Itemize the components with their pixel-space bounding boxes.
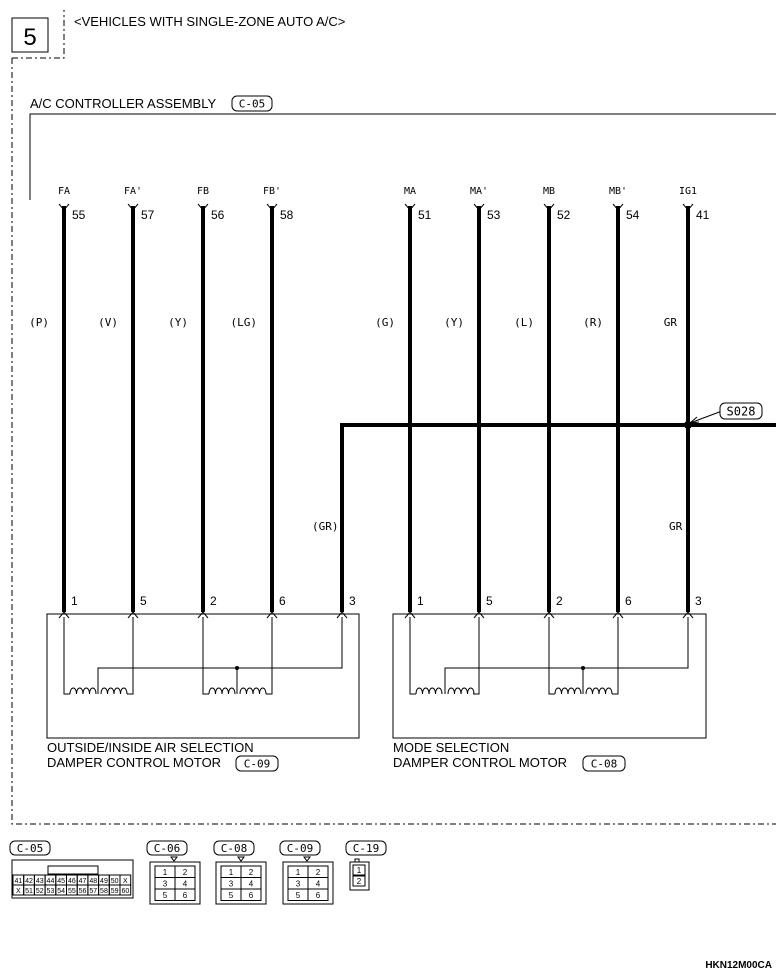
svg-text:3: 3 <box>295 879 301 889</box>
wire-color: (Y) <box>444 316 464 329</box>
svg-text:2: 2 <box>182 868 188 877</box>
svg-text:56: 56 <box>78 888 87 895</box>
svg-text:4: 4 <box>182 879 188 889</box>
svg-text:43: 43 <box>35 878 44 885</box>
legend-c05-label: C-05 <box>16 842 44 855</box>
coil <box>416 688 442 694</box>
splice-label: S028 <box>726 404 756 419</box>
svg-text:6: 6 <box>315 891 321 900</box>
svg-text:3: 3 <box>695 594 702 608</box>
motor2-junction <box>581 666 585 670</box>
wire-color: (R) <box>583 316 603 329</box>
coil <box>555 688 581 694</box>
svg-text:54: 54 <box>57 888 66 895</box>
controller-connector-label: C-05 <box>238 97 266 111</box>
svg-text:5: 5 <box>295 891 301 900</box>
terminal-pin: 53 <box>487 208 501 222</box>
svg-text:59: 59 <box>110 888 119 895</box>
motor2-title: MODE SELECTION <box>393 740 510 755</box>
coil <box>448 688 474 694</box>
figure-code: HKN12M00CA <box>705 960 772 971</box>
svg-text:X: X <box>123 878 128 885</box>
terminal-group <box>29 186 710 612</box>
legend-c06-label: C-06 <box>153 842 181 855</box>
terminal-5 <box>375 186 432 612</box>
svg-text:2: 2 <box>356 877 362 886</box>
svg-text:1: 1 <box>71 594 78 608</box>
motor1-junction <box>235 666 239 670</box>
controller-label: A/C CONTROLLER ASSEMBLY <box>30 96 217 111</box>
svg-text:5: 5 <box>228 891 234 900</box>
terminal-8 <box>583 186 640 612</box>
svg-text:60: 60 <box>121 888 130 895</box>
svg-text:49: 49 <box>100 878 108 885</box>
motor1-title: OUTSIDE/INSIDE AIR SELECTION <box>47 740 254 755</box>
frame-border <box>12 58 776 824</box>
svg-text:50: 50 <box>110 878 119 885</box>
wire-color: (LG) <box>230 316 257 329</box>
terminal-signal: MB' <box>608 186 628 197</box>
terminal-pin: 52 <box>557 208 571 222</box>
motor2-circuit <box>410 617 688 694</box>
terminal-4 <box>231 186 294 612</box>
gr-lower-right-color: GR <box>669 520 683 533</box>
svg-text:53: 53 <box>46 888 55 895</box>
legend-c05 <box>10 841 133 898</box>
wire-color: (L) <box>514 316 534 329</box>
terminal-signal: MA' <box>469 186 489 197</box>
svg-text:45: 45 <box>57 878 66 885</box>
page-number: 5 <box>23 24 37 51</box>
svg-text:46: 46 <box>67 878 76 885</box>
coil <box>70 688 96 694</box>
legend-c08-label: C-08 <box>220 842 248 855</box>
terminal-9 <box>664 186 710 612</box>
legend-c09 <box>280 841 333 904</box>
svg-text:3: 3 <box>349 594 356 608</box>
svg-text:4: 4 <box>248 879 254 889</box>
terminal-signal: FA' <box>123 186 143 197</box>
svg-text:6: 6 <box>248 891 254 900</box>
motor2-connector-label: C-08 <box>590 757 618 771</box>
svg-text:47: 47 <box>78 878 87 885</box>
svg-text:5: 5 <box>162 891 168 900</box>
terminal-3 <box>168 186 225 612</box>
motor1-circuit <box>64 617 342 694</box>
svg-text:1: 1 <box>228 868 234 877</box>
terminal-signal: FB <box>196 186 210 197</box>
terminal-pin: 41 <box>696 208 710 222</box>
terminal-signal: FA <box>57 186 71 197</box>
svg-text:6: 6 <box>625 594 632 608</box>
svg-text:5: 5 <box>486 594 493 608</box>
svg-text:3: 3 <box>228 879 234 889</box>
motor1-subtitle: DAMPER CONTROL MOTOR <box>47 755 222 770</box>
terminal-pin: 58 <box>280 208 294 222</box>
legend-c19-label: C-19 <box>352 842 380 855</box>
legend-c19 <box>346 841 386 890</box>
terminal-7 <box>514 186 571 612</box>
gr-lower-left-color: (GR) <box>312 520 339 533</box>
svg-text:5: 5 <box>140 594 147 608</box>
terminal-pin: 56 <box>211 208 225 222</box>
terminal-2 <box>98 186 155 612</box>
svg-text:51: 51 <box>25 888 33 895</box>
svg-text:2: 2 <box>248 868 254 877</box>
svg-text:3: 3 <box>162 879 168 889</box>
svg-text:55: 55 <box>67 888 76 895</box>
legend-c08 <box>214 841 266 904</box>
svg-text:2: 2 <box>210 594 217 608</box>
motor2-subtitle: DAMPER CONTROL MOTOR <box>393 755 568 770</box>
svg-text:57: 57 <box>89 888 98 895</box>
splice-leader <box>690 411 722 423</box>
wire-color: GR <box>663 316 677 329</box>
coil-group <box>70 688 612 694</box>
wire-color: (V) <box>98 316 118 329</box>
coil <box>240 688 266 694</box>
svg-text:X: X <box>16 888 21 895</box>
terminal-1 <box>29 186 86 612</box>
terminal-6 <box>444 186 501 612</box>
svg-text:4: 4 <box>315 879 321 889</box>
svg-text:2: 2 <box>556 594 563 608</box>
svg-text:6: 6 <box>182 891 188 900</box>
svg-text:58: 58 <box>100 888 108 895</box>
svg-text:1: 1 <box>417 594 424 608</box>
legend-c06 <box>147 841 200 904</box>
terminal-pin: 57 <box>141 208 155 222</box>
terminal-signal: IG1 <box>678 186 698 197</box>
svg-text:1: 1 <box>356 866 362 875</box>
motor1-connector-label: C-09 <box>243 757 271 771</box>
terminal-signal: FB' <box>262 186 282 197</box>
terminal-pin: 54 <box>626 208 640 222</box>
svg-text:42: 42 <box>25 878 33 885</box>
legend-c09-label: C-09 <box>286 842 314 855</box>
terminal-pin: 51 <box>418 208 432 222</box>
terminal-signal: MB <box>542 186 556 197</box>
terminal-pin: 55 <box>72 208 86 222</box>
svg-text:6: 6 <box>279 594 286 608</box>
coil <box>209 688 235 694</box>
wire-color: (Y) <box>168 316 188 329</box>
section-title: <VEHICLES WITH SINGLE-ZONE AUTO A/C> <box>74 14 346 29</box>
svg-text:1: 1 <box>162 868 168 877</box>
svg-text:44: 44 <box>46 878 55 885</box>
coil <box>586 688 612 694</box>
svg-text:48: 48 <box>89 878 98 885</box>
svg-text:41: 41 <box>14 878 23 885</box>
wire-color: (P) <box>29 316 49 329</box>
wire-color: (G) <box>375 316 395 329</box>
coil <box>101 688 127 694</box>
svg-text:52: 52 <box>35 888 44 895</box>
terminal-signal: MA <box>403 186 417 197</box>
svg-text:1: 1 <box>295 868 301 877</box>
svg-text:2: 2 <box>315 868 321 877</box>
